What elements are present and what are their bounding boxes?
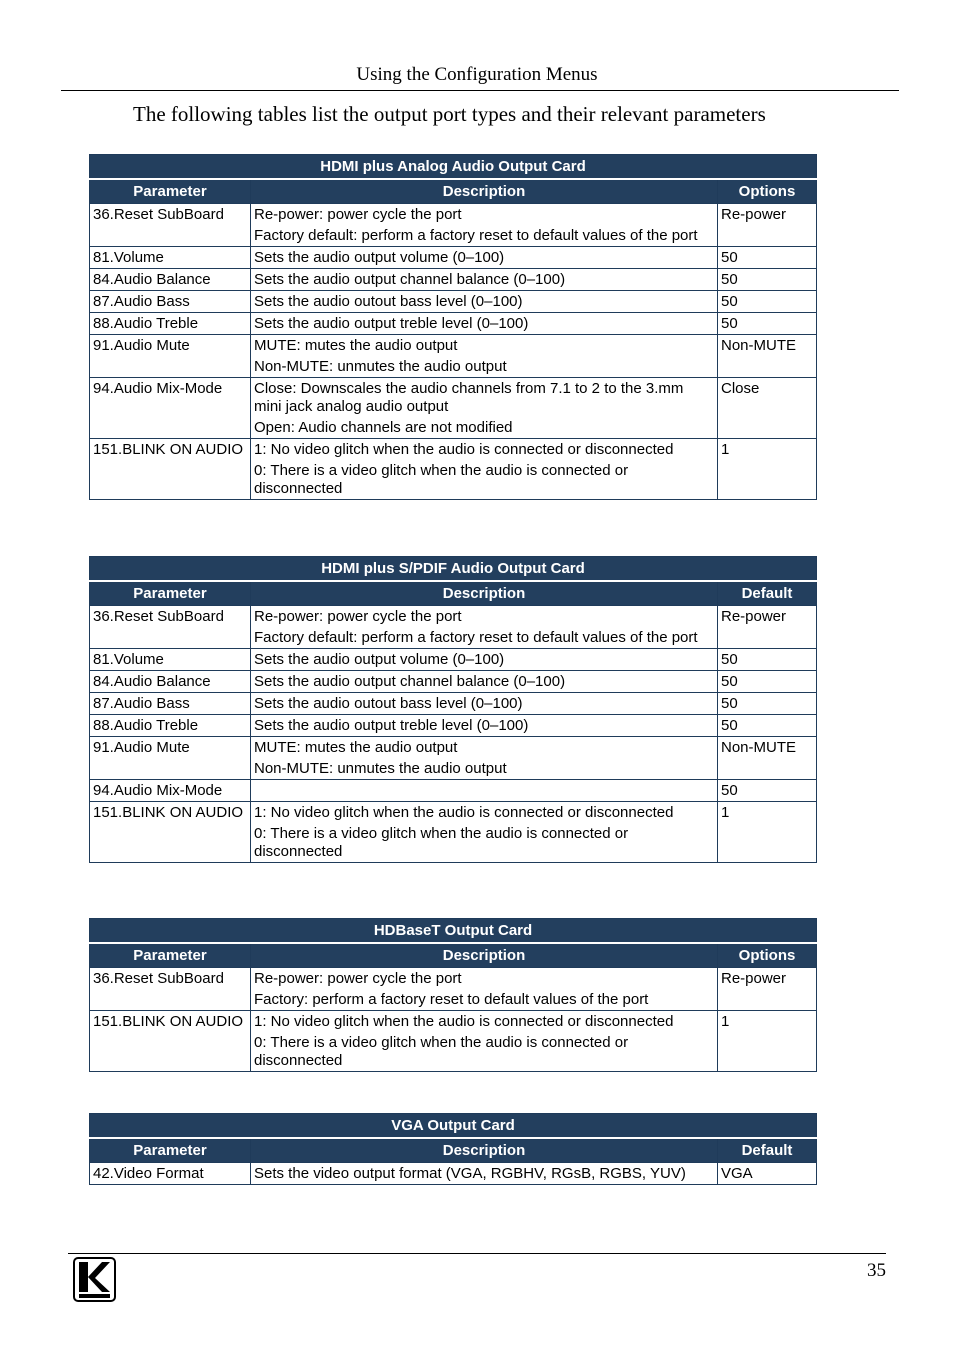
table-row [90,715,817,737]
description-cell [251,693,718,715]
parameter-cell: 36.Reset SubBoard [90,204,251,247]
column-header: Options [718,943,817,968]
parameter-cell: 87.Audio Bass [90,693,251,715]
parameter-cell: 151.BLINK ON AUDIO [90,1011,251,1072]
kramer-logo-icon [73,1257,116,1302]
column-header: Parameter [90,581,251,606]
description-line: Sets the audio output treble level (0–100) [254,717,529,734]
table-row [90,269,817,291]
table-row [90,693,817,715]
description-cell [251,737,718,780]
option-cell: 50 [718,693,817,715]
table-row [90,313,817,335]
parameter-cell: 87.Audio Bass [90,291,251,313]
option-cell: 50 [718,269,817,291]
description-cell [251,313,718,335]
parameter-cell: 36.Reset SubBoard [90,968,251,1011]
table-row [90,1163,817,1185]
description-line: MUTE: mutes the audio output [254,337,458,354]
description-line: 0: There is a video glitch when the audio is connected or disconnected [254,462,629,497]
description-line: 1: No video glitch when the audio is connected or disconnected [254,441,674,458]
description-cell [251,649,718,671]
table-hdbaset [89,918,817,1072]
description-line: 1: No video glitch when the audio is connected or disconnected [254,1013,674,1030]
option-cell: 50 [718,715,817,737]
description-cell [251,1163,718,1185]
option-cell: Re-power [718,204,817,247]
description-line: Sets the audio output channel balance (0–100) [254,271,566,288]
parameter-cell: 36.Reset SubBoard [90,606,251,649]
description-cell [251,671,718,693]
description-cell [251,204,718,247]
intro-paragraph: The following tables list the output port types and their relevant parameters [133,102,766,126]
table-row [90,247,817,269]
description-cell [251,247,718,269]
column-header: Default [718,581,817,606]
option-cell: Non-MUTE [718,335,817,378]
footer-rule [68,1253,886,1254]
parameter-cell: 91.Audio Mute [90,737,251,780]
table-hdmi-spdif [89,556,817,863]
table-row [90,606,817,649]
description-cell [251,968,718,1011]
page-number: 35 [867,1260,886,1281]
option-cell: 1 [718,1011,817,1072]
option-cell: 50 [718,780,817,802]
description-line [254,782,714,800]
description-line: 0: There is a video glitch when the audio is connected or disconnected [254,1034,629,1069]
description-line: Non-MUTE: unmutes the audio output [254,358,507,375]
column-header: Default [718,1138,817,1163]
parameter-cell: 84.Audio Balance [90,269,251,291]
option-cell: Close [718,378,817,439]
column-header: Parameter [90,943,251,968]
column-header: Description [251,943,718,968]
description-line: 0: There is a video glitch when the audio is connected or disconnected [254,825,629,860]
parameter-cell: 84.Audio Balance [90,671,251,693]
option-cell: Non-MUTE [718,737,817,780]
description-cell [251,606,718,649]
description-line: Factory: perform a factory reset to default values of the port [254,991,649,1008]
description-line: Sets the audio output volume (0–100) [254,651,505,668]
table-row [90,378,817,439]
table-row [90,780,817,802]
option-cell: 50 [718,247,817,269]
table-row [90,737,817,780]
description-line: Sets the audio outout bass level (0–100) [254,293,523,310]
table-row [90,439,817,500]
option-cell: Re-power [718,606,817,649]
table-row [90,335,817,378]
table-row [90,1011,817,1072]
description-line: Factory default: perform a factory reset to default values of the port [254,629,698,646]
table-title: HDBaseT Output Card [90,919,817,944]
parameter-cell: 94.Audio Mix-Mode [90,378,251,439]
option-cell: Re-power [718,968,817,1011]
description-cell [251,439,718,500]
description-line: Sets the audio outout bass level (0–100) [254,695,523,712]
table-row [90,671,817,693]
header-rule [61,90,899,91]
column-header: Description [251,179,718,204]
table-row [90,291,817,313]
table-vga [89,1113,817,1185]
parameter-cell: 81.Volume [90,247,251,269]
table-title: HDMI plus S/PDIF Audio Output Card [90,557,817,582]
parameter-cell: 151.BLINK ON AUDIO [90,802,251,863]
table-row [90,649,817,671]
description-line: 1: No video glitch when the audio is connected or disconnected [254,804,674,821]
description-line: Re-power: power cycle the port [254,970,462,987]
description-cell [251,269,718,291]
description-line: Close: Downscales the audio channels from 7.1 to 2 to the 3.mm mini jack analog audio output [254,380,684,415]
option-cell: VGA [718,1163,817,1185]
parameter-cell: 42.Video Format [90,1163,251,1185]
description-line: Sets the video output format (VGA, RGBHV, RGsB, RGBS, YUV) [254,1165,686,1182]
parameter-cell: 151.BLINK ON AUDIO [90,439,251,500]
option-cell: 50 [718,313,817,335]
option-cell: 1 [718,802,817,863]
description-cell [251,335,718,378]
parameter-cell: 81.Volume [90,649,251,671]
description-cell [251,291,718,313]
column-header: Description [251,581,718,606]
description-line: Sets the audio output volume (0–100) [254,249,505,266]
table-title: HDMI plus Analog Audio Output Card [90,155,817,180]
option-cell: 50 [718,649,817,671]
description-cell [251,1011,718,1072]
description-cell [251,802,718,863]
parameter-cell: 88.Audio Treble [90,715,251,737]
description-cell [251,378,718,439]
description-line: Non-MUTE: unmutes the audio output [254,760,507,777]
description-cell [251,715,718,737]
table-row [90,204,817,247]
description-line: Re-power: power cycle the port [254,206,462,223]
table-hdmi-analog [89,154,817,500]
table-row [90,802,817,863]
description-line: Open: Audio channels are not modified [254,419,513,436]
parameter-cell: 88.Audio Treble [90,313,251,335]
parameter-cell: 94.Audio Mix-Mode [90,780,251,802]
description-line: Sets the audio output channel balance (0–100) [254,673,566,690]
description-cell [251,780,718,802]
description-line: MUTE: mutes the audio output [254,739,458,756]
column-header: Parameter [90,179,251,204]
option-cell: 50 [718,671,817,693]
column-header: Description [251,1138,718,1163]
table-row [90,968,817,1011]
option-cell: 50 [718,291,817,313]
option-cell: 1 [718,439,817,500]
description-line: Factory default: perform a factory reset to default values of the port [254,227,698,244]
parameter-cell: 91.Audio Mute [90,335,251,378]
description-line: Re-power: power cycle the port [254,608,462,625]
table-title: VGA Output Card [90,1114,817,1139]
column-header: Options [718,179,817,204]
running-header: Using the Configuration Menus [356,64,598,85]
column-header: Parameter [90,1138,251,1163]
description-line: Sets the audio output treble level (0–100) [254,315,529,332]
